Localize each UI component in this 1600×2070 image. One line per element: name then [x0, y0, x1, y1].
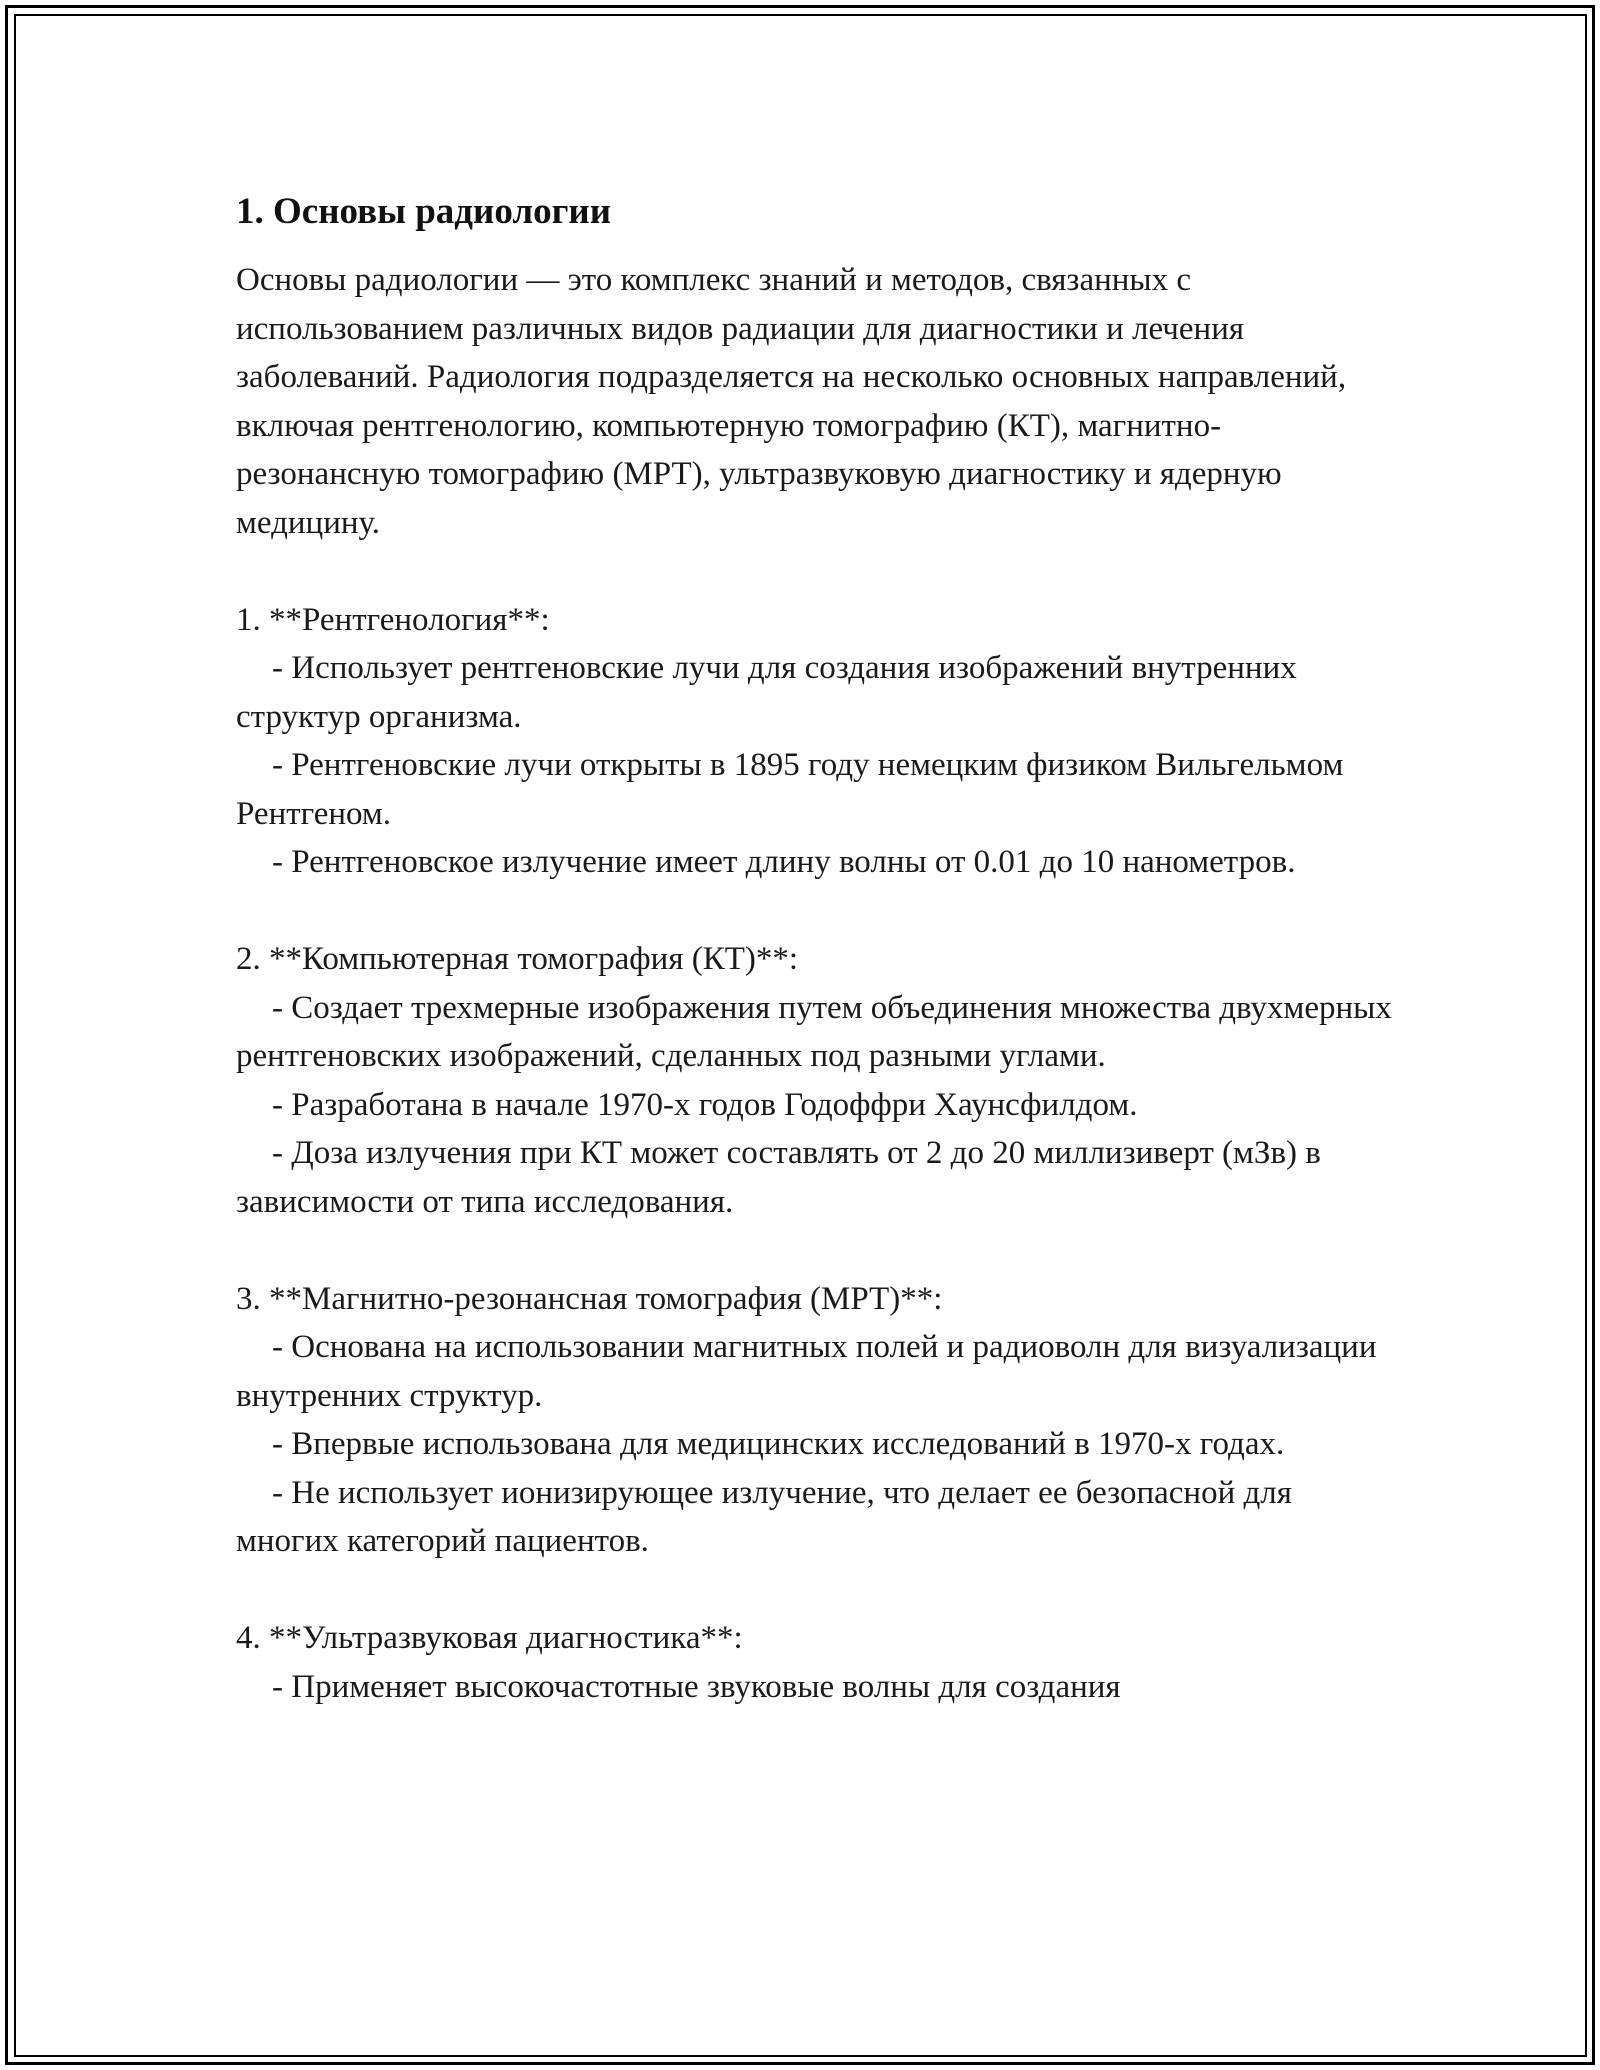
list-item: - Использует рентгеновские лучи для создания изображений внутренних структур организма. — [236, 650, 1306, 735]
list-item: - Рентгеновское излучение имеет длину волны от 0.01 до 10 нанометров. — [272, 844, 1296, 880]
section-title: 2. **Компьютерная томография (КТ)**: — [236, 941, 799, 977]
spacer — [236, 887, 1396, 936]
section-radiography — [236, 596, 1396, 887]
section-ultrasound — [236, 1614, 1396, 1711]
list-item: - Рентгеновские лучи открыты в 1895 году немецким физиком Вильгельмом Рентгеном. — [236, 747, 1352, 832]
intro-paragraph: Основы радиологии — это комплекс знаний и методов, связанных с использованием различных видов радиации для диагностики и лечения заболеваний. Радиология подразделяется на несколько основных направлений, включая рентгенологию, компьютерную томографию (КТ), магнитно-резонансную томографию (МРТ), ультразвуковую диагностику и ядерную медицину. — [236, 262, 1355, 541]
list-item: - Разработана в начале 1970-х годов Годоффри Хаунсфилдом. — [272, 1086, 1138, 1123]
list-item: - Не использует ионизирующее излучение, что делает ее безопасной для многих категорий пациентов. — [236, 1474, 1301, 1559]
spacer — [236, 1566, 1396, 1615]
section-title: 1. **Рентгенология**: — [236, 601, 550, 638]
section-ct — [236, 935, 1401, 1226]
list-item: - Доза излучения при КТ может составлять от 2 до 20 миллизиверт (мЗв) в зависимости от типа исследования. — [236, 1135, 1330, 1220]
list-item: - Основана на использовании магнитных полей и радиоволн для визуализации внутренних структур. — [236, 1329, 1385, 1414]
list-item: - Создает трехмерные изображения путем объединения множества двухмерных рентгеновских изображений, сделанных под разными углами. — [236, 989, 1401, 1074]
list-item: - Применяет высокочастотные звуковые волны для создания — [272, 1668, 1121, 1705]
spacer — [236, 547, 1396, 596]
section-title: 4. **Ультразвуковая диагностика**: — [236, 1620, 743, 1656]
section-mri — [236, 1275, 1396, 1566]
document-page — [236, 186, 1401, 1711]
spacer — [236, 1226, 1396, 1275]
section-title: 3. **Магнитно-резонансная томография (МРТ)**: — [236, 1280, 943, 1317]
document-heading: 1. Основы радиологии — [236, 191, 612, 232]
list-item: - Впервые использована для медицинских исследований в 1970-х годах. — [272, 1426, 1285, 1462]
